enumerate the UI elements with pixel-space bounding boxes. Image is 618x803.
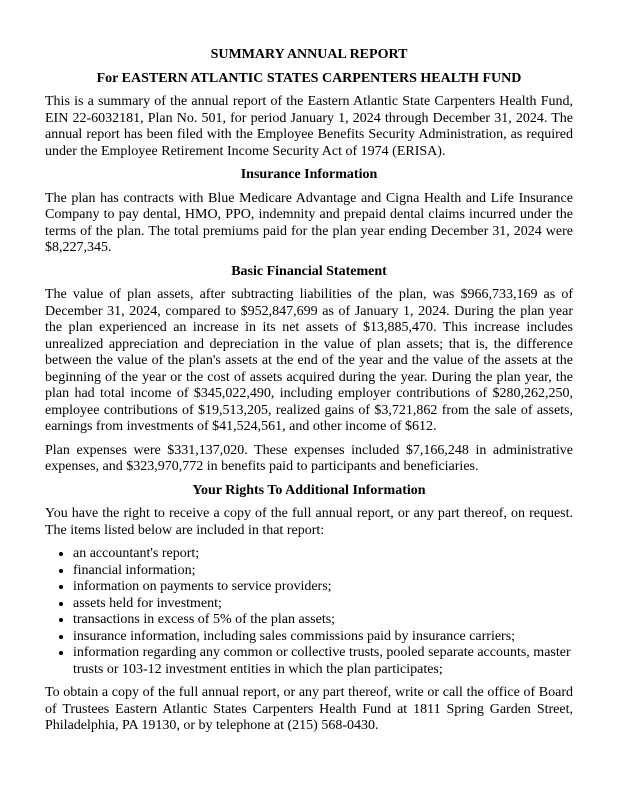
report-list-item: • insurance information, including sales commissions paid by insurance carriers; xyxy=(73,629,573,646)
insurance-paragraph: The plan has contracts with Blue Medicare Advantage and Cigna Health and Life Insurance Company to pay dental, HMO, PPO, indemnity and prepaid dental claims incurred under the terms of the plan. The total premiums paid for the plan year ending December 31, 2024 were $8,227,345. xyxy=(45,190,573,255)
report-list-item: • financial information; xyxy=(73,563,573,580)
report-items-list xyxy=(45,546,573,678)
rights-intro-paragraph: You have the right to receive a copy of the full annual report, or any part thereof, on request. The items listed below are included in that report: xyxy=(45,506,573,538)
financial-paragraph-expenses: Plan expenses were $331,137,020. These expenses included $7,166,248 in administrative expenses, and $323,970,772 in benefits paid to participants and beneficiaries. xyxy=(45,442,573,474)
report-title: SUMMARY ANNUAL REPORT xyxy=(210,47,408,62)
report-list-item: • information regarding any common or collective trusts, pooled separate accounts, master trusts or 103-12 investment entities in which the plan participates; xyxy=(73,645,573,678)
rights-section-heading: Your Rights To Additional Information xyxy=(192,482,426,498)
financial-section-heading: Basic Financial Statement xyxy=(231,263,387,279)
closing-paragraph: To obtain a copy of the full annual report, or any part thereof, write or call the office of Board of Trustees Eastern Atlantic States Carpenters Health Fund at 1811 Spring Garden Street, Philadelphia, PA 19130, or by telephone at (215) 568-0430. xyxy=(45,685,573,733)
insurance-section-heading: Insurance Information xyxy=(240,167,378,182)
intro-paragraph: This is a summary of the annual report of the Eastern Atlantic State Carpenters Health Fund, EIN 22-6032181, Plan No. 501, for period January 1, 2024 through December 31, 2024. The annual report has been filed with the Employee Benefits Security Administration, as required under the Employee Retirement Income Security Act of 1974 (ERISA). xyxy=(45,94,573,159)
financial-paragraph-assets: The value of plan assets, after subtracting liabilities of the plan, was $966,733,169 as of December 31, 2024, compared to $952,847,699 as of January 1, 2024. During the plan year the plan experienced an increase in its net assets of $13,885,470. This increase includes unrealized appreciation and depreciation in the value of plan assets; that is, the difference between the value of the plan's assets at the end of the year and the value of the assets at the beginning of the year or the cost of assets acquired during the year. During the plan year, the plan had total income of $345,022,490, including employer contributions of $280,262,250, employee contributions of $19,513,205, realized gains of $3,721,862 from the sale of assets, earnings from investments of $41,524,561, and other income of $612. xyxy=(45,287,573,434)
fund-title: For EASTERN ATLANTIC STATES CARPENTERS HEALTH FUND xyxy=(96,70,522,86)
report-list-item: • information on payments to service providers; xyxy=(73,579,573,596)
report-list-item: • assets held for investment; xyxy=(73,596,573,613)
report-list-item: • transactions in excess of 5% of the plan assets; xyxy=(73,612,573,629)
report-list-item: • an accountant's report; xyxy=(73,546,573,563)
